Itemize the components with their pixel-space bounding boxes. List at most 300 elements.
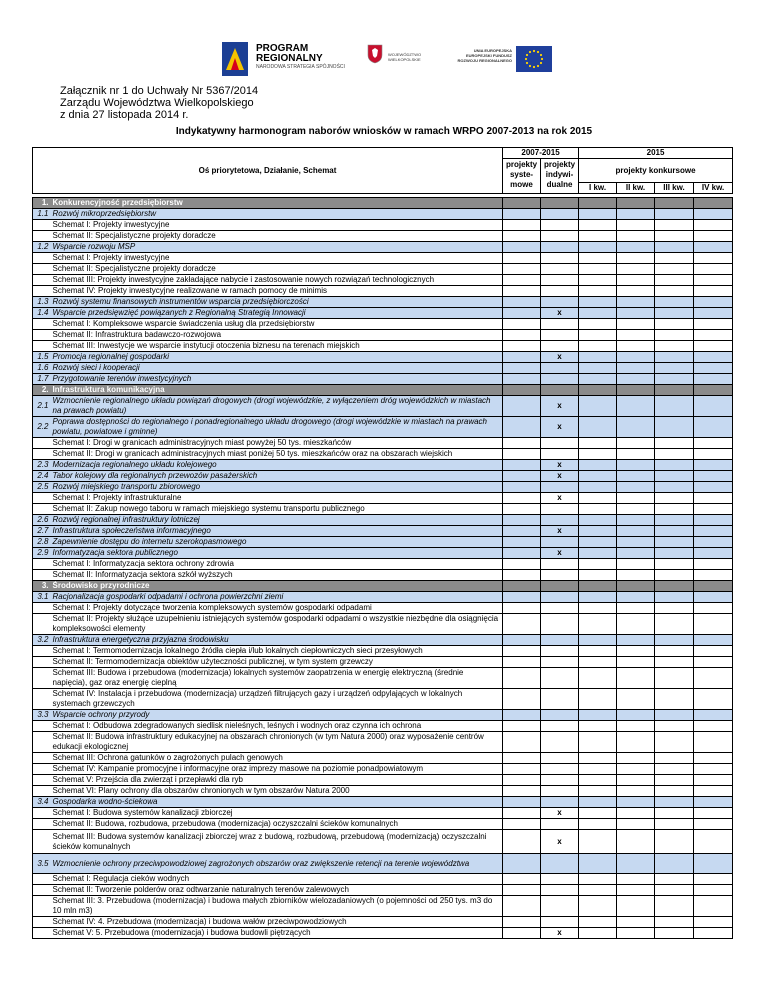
row-label: Wsparcie rozwoju MSP [51,242,503,253]
row-number: 2.7 [33,526,51,537]
cell-q2 [617,220,655,231]
cell-q1 [579,830,617,854]
cell-q3 [655,732,694,753]
wojewodztwo-label: WOJEWÓDZTWO WIELKOPOLSKIE [388,52,422,62]
cell-q2 [617,668,655,689]
row-number [33,657,51,668]
cell-systemowe [503,559,541,570]
table-row [33,657,733,668]
cell-systemowe [503,646,541,657]
cell-indywidualne [541,570,579,581]
row-number: 3.5 [33,854,51,874]
row-number: 3.3 [33,710,51,721]
cell-systemowe [503,614,541,635]
cell-q4 [694,253,733,264]
cell-indywidualne [541,668,579,689]
row-number: 3.1 [33,592,51,603]
cell-systemowe [503,264,541,275]
cell-q2 [617,537,655,548]
row-label: Schemat V: Przejścia dla zwierząt i przepławki dla ryb [51,775,503,786]
cell-q3 [655,614,694,635]
row-label: Schemat II: Informatyzacja sektora szkół wyższych [51,570,503,581]
row-number: 2.8 [33,537,51,548]
table-row [33,526,733,537]
row-label: Racjonalizacja gospodarki odpadami i ochrona powierzchni ziemi [51,592,503,603]
cell-systemowe [503,874,541,885]
cell-indywidualne [541,635,579,646]
cell-q2 [617,396,655,417]
cell-q2 [617,286,655,297]
table-row [33,319,733,330]
cell-systemowe [503,548,541,559]
cell-q1 [579,526,617,537]
cell-q3 [655,341,694,352]
cell-systemowe [503,493,541,504]
cell-systemowe [503,471,541,482]
cell-q4 [694,449,733,460]
cell-systemowe [503,753,541,764]
cell-q3 [655,917,694,928]
cell-q3 [655,438,694,449]
cell-q1 [579,396,617,417]
row-number [33,874,51,885]
cell-q3 [655,231,694,242]
table-row [33,732,733,753]
header-line: Zarządu Województwa Wielkopolskiego [60,97,254,109]
cell-indywidualne [541,449,579,460]
cell-systemowe [503,775,541,786]
row-label: Schemat I: Drogi w granicach administracyjnych miast powyżej 50 tys. mieszkańców [51,438,503,449]
table-row [33,917,733,928]
row-label: Informatyzacja sektora publicznego [51,548,503,559]
cell-q3 [655,559,694,570]
cell-q2 [617,548,655,559]
row-label: Schemat II: Specjalistyczne projekty doradcze [51,231,503,242]
table-row [33,515,733,526]
cell-q2 [617,253,655,264]
cell-q1 [579,363,617,374]
row-label: Schemat II: Tworzenie polderów oraz odtwarzanie naturalnych terenów zalewowych [51,885,503,896]
cell-q3 [655,603,694,614]
cell-q3 [655,854,694,874]
cell-q1 [579,438,617,449]
row-number: 1.6 [33,363,51,374]
row-number [33,275,51,286]
cell-q2 [617,786,655,797]
row-label: Schemat III: Budowa i przebudowa (modernizacja) lokalnych systemów zaopatrzenia w energię elektryczną (średnie napięcia), gaz oraz energię cieplną [51,668,503,689]
cell-indywidualne [541,286,579,297]
cell-q4 [694,570,733,581]
cell-q1 [579,242,617,253]
cell-systemowe [503,253,541,264]
cell-q2 [617,231,655,242]
cell-q3 [655,819,694,830]
cell-q2 [617,830,655,854]
cell-q3 [655,493,694,504]
cell-indywidualne [541,797,579,808]
cell-q2 [617,657,655,668]
cell-q4 [694,330,733,341]
cell-q4 [694,471,733,482]
table-row [33,764,733,775]
row-number: 2.9 [33,548,51,559]
cell-indywidualne [541,764,579,775]
cell-q4 [694,548,733,559]
cell-indywidualne [541,657,579,668]
cell-q1 [579,385,617,396]
cell-q3 [655,374,694,385]
table-row [33,710,733,721]
row-label: Schemat I: Projekty inwestycyjne [51,220,503,231]
cell-indywidualne: x [541,808,579,819]
cell-q2 [617,635,655,646]
cell-q2 [617,885,655,896]
cell-q1 [579,635,617,646]
cell-systemowe [503,504,541,515]
row-label: Schemat V: 5. Przebudowa (modernizacja) i budowa budowli piętrzących [51,928,503,939]
row-label: Schemat I: Informatyzacja sektora ochrony zdrowia [51,559,503,570]
table-row [33,352,733,363]
cell-systemowe [503,603,541,614]
table-row [33,896,733,917]
cell-systemowe [503,385,541,396]
cell-q1 [579,449,617,460]
cell-q2 [617,385,655,396]
table-row [33,209,733,220]
cell-indywidualne [541,504,579,515]
cell-q1 [579,592,617,603]
cell-q1 [579,559,617,570]
cell-indywidualne: x [541,396,579,417]
cell-q2 [617,570,655,581]
table-row [33,253,733,264]
cell-q2 [617,854,655,874]
cell-q3 [655,874,694,885]
cell-q4 [694,721,733,732]
cell-q4 [694,775,733,786]
cell-systemowe [503,526,541,537]
cell-systemowe [503,635,541,646]
cell-q4 [694,493,733,504]
cell-q3 [655,352,694,363]
row-number [33,449,51,460]
row-number [33,753,51,764]
cell-q1 [579,253,617,264]
row-label: Schemat II: Projekty służące uzupełnieniu istniejących systemów gospodarki odpadami o wszystkie niezbędne dla osiągnięcia kompleksowości elementy [51,614,503,635]
row-number [33,689,51,710]
header-q1: I kw. [579,183,617,194]
cell-systemowe [503,449,541,460]
cell-q3 [655,797,694,808]
cell-q2 [617,341,655,352]
row-label: Infrastruktura komunikacyjna [51,385,503,396]
table-row [33,438,733,449]
cell-q3 [655,275,694,286]
table-row [33,928,733,939]
row-number [33,253,51,264]
cell-q3 [655,242,694,253]
cell-q1 [579,515,617,526]
cell-q3 [655,635,694,646]
cell-q1 [579,198,617,209]
cell-q3 [655,396,694,417]
table-row [33,242,733,253]
cell-q4 [694,592,733,603]
cell-q3 [655,721,694,732]
cell-systemowe [503,482,541,493]
cell-q1 [579,352,617,363]
cell-q1 [579,775,617,786]
row-label: Schemat II: Infrastruktura badawczo-rozwojowa [51,330,503,341]
cell-q1 [579,819,617,830]
cell-q4 [694,231,733,242]
cell-q1 [579,275,617,286]
row-label: Schemat II: Zakup nowego taboru w ramach miejskiego systemu transportu publicznego [51,504,503,515]
cell-indywidualne [541,374,579,385]
row-label: Wzmocnienie regionalnego układu powiązań drogowych (drogi wojewódzkie, z wyłączeniem dróg wojewódzkich w miastach na prawach powiatu) [51,396,503,417]
header-systemowe: projekty syste-mowe [503,159,541,194]
cell-q4 [694,286,733,297]
cell-indywidualne: x [541,352,579,363]
cell-q3 [655,581,694,592]
cell-q3 [655,548,694,559]
cell-indywidualne [541,775,579,786]
row-number [33,668,51,689]
row-number [33,885,51,896]
row-number [33,614,51,635]
cell-indywidualne [541,559,579,570]
cell-indywidualne [541,242,579,253]
cell-q3 [655,363,694,374]
row-number [33,808,51,819]
table-row [33,231,733,242]
row-number [33,646,51,657]
table-row [33,286,733,297]
row-label: Schemat I: Kompleksowe wsparcie świadczenia usług dla przedsiębiorstw [51,319,503,330]
cell-q4 [694,732,733,753]
cell-indywidualne [541,603,579,614]
cell-q2 [617,482,655,493]
row-label: Poprawa dostępności do regionalnego i ponadregionalnego układu drogowego (drogi wojewódzkie w miastach na prawach powiatu, powiatowe i gminne) [51,417,503,438]
row-label: Schemat II: Budowa infrastruktury edukacyjnej na obszarach chronionych (w tym Natura 2000) oraz wyposażenie centrów edukacji ekologicznej [51,732,503,753]
table-row [33,275,733,286]
cell-q2 [617,917,655,928]
cell-indywidualne [541,330,579,341]
row-number [33,220,51,231]
cell-indywidualne: x [541,460,579,471]
cell-systemowe [503,242,541,253]
cell-q4 [694,526,733,537]
cell-q3 [655,928,694,939]
row-label: Schemat II: Specjalistyczne projekty doradcze [51,264,503,275]
row-number: 3. [33,581,51,592]
table-row [33,689,733,710]
table-row [33,374,733,385]
cell-q2 [617,603,655,614]
cell-q1 [579,471,617,482]
cell-q1 [579,374,617,385]
header-q4: IV kw. [694,183,733,194]
cell-systemowe [503,710,541,721]
row-number: 2.4 [33,471,51,482]
cell-q2 [617,297,655,308]
header-q3: III kw. [655,183,694,194]
cell-q2 [617,275,655,286]
cell-q3 [655,297,694,308]
cell-indywidualne [541,721,579,732]
table-row [33,797,733,808]
cell-indywidualne: x [541,308,579,319]
cell-q2 [617,209,655,220]
cell-q3 [655,504,694,515]
row-label: Schemat I: Projekty infrastrukturalne [51,493,503,504]
table-row [33,721,733,732]
cell-q4 [694,668,733,689]
cell-q2 [617,198,655,209]
cell-q4 [694,341,733,352]
header-axis: Oś priorytetowa, Działanie, Schemat [33,148,503,194]
cell-q1 [579,753,617,764]
cell-q4 [694,786,733,797]
row-number: 1.7 [33,374,51,385]
table-row [33,854,733,874]
cell-q2 [617,308,655,319]
cell-systemowe [503,797,541,808]
ue-label: UNIA EUROPEJSKA EUROPEJSKI FUNDUSZ ROZWOJU REGIONALNEGO [457,48,512,63]
cell-q2 [617,646,655,657]
row-label: Promocja regionalnej gospodarki [51,352,503,363]
table-row [33,753,733,764]
row-label: Schemat IV: Kampanie promocyjne i informacyjne oraz imprezy masowe na poziomie ponadpowiatowym [51,764,503,775]
cell-q2 [617,417,655,438]
table-row [33,471,733,482]
row-label: Przygotowanie terenów inwestycyjnych [51,374,503,385]
table-row [33,460,733,471]
cell-q1 [579,603,617,614]
cell-q2 [617,808,655,819]
cell-indywidualne [541,341,579,352]
row-label: Schemat VI: Plany ochrony dla obszarów chronionych w tym obszarów Natura 2000 [51,786,503,797]
cell-q4 [694,830,733,854]
cell-q2 [617,264,655,275]
cell-q3 [655,460,694,471]
cell-q1 [579,319,617,330]
row-number [33,732,51,753]
cell-systemowe [503,592,541,603]
cell-q1 [579,570,617,581]
cell-systemowe [503,668,541,689]
row-number [33,570,51,581]
cell-q4 [694,710,733,721]
table-row [33,570,733,581]
cell-q1 [579,264,617,275]
table-row [33,808,733,819]
cell-q2 [617,689,655,710]
cell-indywidualne [541,231,579,242]
table-row [33,220,733,231]
row-label: Schemat I: Budowa systemów kanalizacji zbiorczej [51,808,503,819]
row-label: Środowisko przyrodnicze [51,581,503,592]
cell-systemowe [503,830,541,854]
row-number: 1. [33,198,51,209]
row-number: 2. [33,385,51,396]
cell-indywidualne: x [541,548,579,559]
cell-indywidualne: x [541,526,579,537]
cell-q4 [694,515,733,526]
cell-indywidualne [541,614,579,635]
row-number [33,341,51,352]
cell-q3 [655,330,694,341]
cell-q2 [617,775,655,786]
cell-systemowe [503,297,541,308]
cell-q2 [617,592,655,603]
table-row [33,885,733,896]
cell-indywidualne [541,264,579,275]
header-line: z dnia 27 listopada 2014 r. [60,109,189,121]
row-label: Schemat IV: 4. Przebudowa (modernizacja) i budowa wałów przeciwpowodziowych [51,917,503,928]
document-header [60,85,258,121]
row-number: 1.4 [33,308,51,319]
row-number [33,928,51,939]
cell-systemowe [503,352,541,363]
cell-q1 [579,657,617,668]
cell-q3 [655,896,694,917]
cell-q4 [694,885,733,896]
cell-indywidualne: x [541,830,579,854]
table-row [33,775,733,786]
cell-indywidualne [541,819,579,830]
cell-systemowe [503,460,541,471]
cell-indywidualne [541,515,579,526]
cell-q1 [579,689,617,710]
cell-q3 [655,808,694,819]
row-label: Schemat I: Odbudowa zdegradowanych siedlisk nieleśnych, leśnych i wodnych oraz czynna ich ochrona [51,721,503,732]
cell-q4 [694,689,733,710]
cell-indywidualne [541,917,579,928]
cell-systemowe [503,396,541,417]
row-number: 3.2 [33,635,51,646]
cell-q2 [617,471,655,482]
cell-systemowe [503,917,541,928]
row-label: Schemat II: Termomodernizacja obiektów użyteczności publicznej, w tym system grzewczy [51,657,503,668]
row-number [33,319,51,330]
cell-q2 [617,797,655,808]
row-label: Zapewnienie dostępu do internetu szerokopasmowego [51,537,503,548]
cell-q3 [655,449,694,460]
cell-systemowe [503,319,541,330]
cell-systemowe [503,341,541,352]
cell-systemowe [503,286,541,297]
cell-q2 [617,504,655,515]
cell-q3 [655,689,694,710]
cell-q2 [617,363,655,374]
row-number [33,896,51,917]
table-row [33,592,733,603]
table-row [33,668,733,689]
cell-q3 [655,786,694,797]
cell-indywidualne [541,363,579,374]
cell-q4 [694,209,733,220]
table-row [33,559,733,570]
table-row [33,830,733,854]
row-number [33,264,51,275]
cell-q4 [694,460,733,471]
row-number: 2.6 [33,515,51,526]
cell-q4 [694,385,733,396]
row-label: Schemat III: Ochrona gatunków o zagrożonych pulach genowych [51,753,503,764]
cell-indywidualne [541,732,579,753]
row-label: Wsparcie ochrony przyrody [51,710,503,721]
